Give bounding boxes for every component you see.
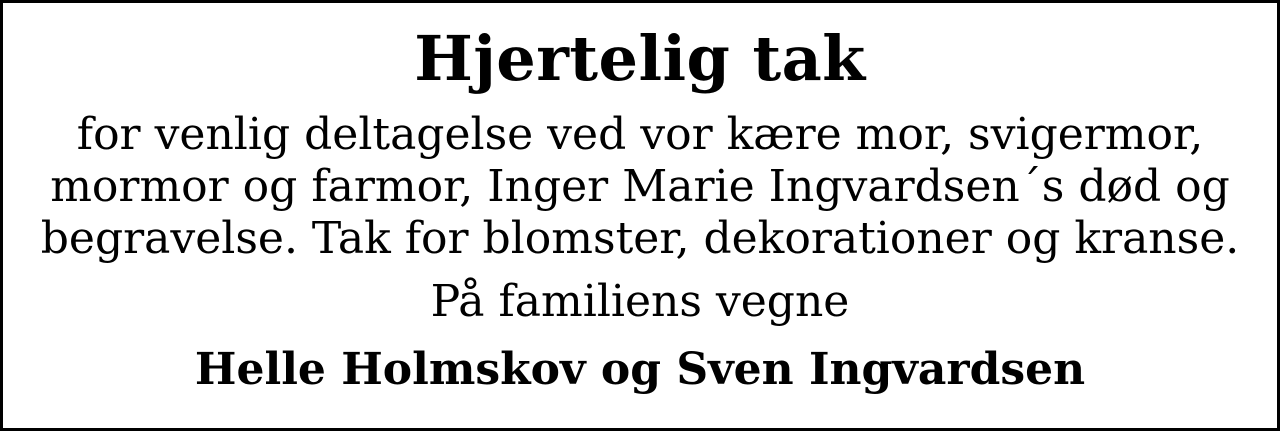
notice-title: Hjertelig tak (414, 22, 866, 95)
notice-body-line-3: begravelse. Tak for blomster, dekorationer og kranse. (40, 213, 1240, 264)
notice-body-line-2: mormor og farmor, Inger Marie Ingvardsen´s død og (50, 161, 1230, 212)
notice-body (3, 109, 1277, 265)
notice-body-line-1: for venlig deltagelse ved vor kære mor, svigermor, (76, 109, 1204, 160)
signature-names: Helle Holmskov og Sven Ingvardsen (194, 344, 1086, 395)
signature-intro: På familiens vegne (430, 276, 850, 327)
